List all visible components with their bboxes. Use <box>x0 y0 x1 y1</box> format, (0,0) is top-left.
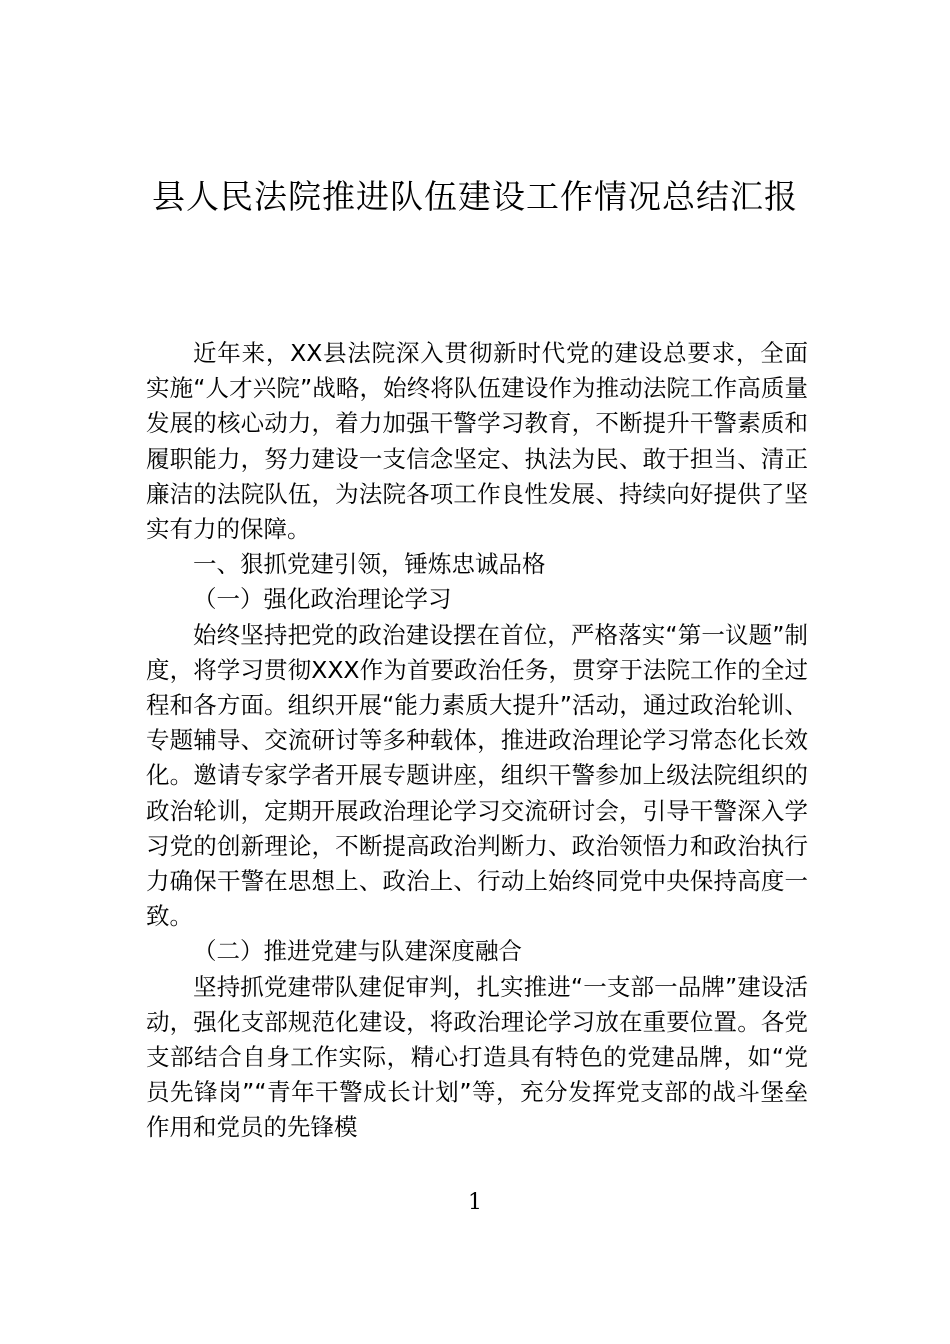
document-title: 县人民法院推进队伍建设工作情况总结汇报 <box>152 177 798 216</box>
section-heading-1: 一、狠抓党建引领，锤炼忠诚品格 <box>193 550 546 579</box>
intro-paragraph: 近年来，XX县法院深入贯彻新时代党的建设总要求，全面实施“人才兴院”战略，始终将队伍建设作为推动法院工作高质量发展的核心动力，着力加强干警学习教育，不断提升干警素质和履职能力，努力建设一支信念坚定、执法为民、敢于担当、清正廉洁的法院队伍，为法院各项工作良性发展、持续向好提供了坚实有力的保障。 <box>146 339 808 544</box>
page-number: 1 <box>468 1190 482 1215</box>
subsection-heading-2: （二）推进党建与队建深度融合 <box>193 937 522 966</box>
document-body <box>146 336 808 1146</box>
body-paragraph-2: 坚持抓党建带队建促审判，扎实推进“一支部一品牌”建设活动，强化支部规范化建设，将政治理论学习放在重要位置。各党支部结合自身工作实际，精心打造具有特色的党建品牌，如“党员先锋岗”“青年干警成长计划”等，充分发挥党支部的战斗堡垒作用和党员的先锋模 <box>146 972 808 1142</box>
subsection-heading-1: （一）强化政治理论学习 <box>193 585 452 614</box>
body-paragraph-1: 始终坚持把党的政治建设摆在首位，严格落实“第一议题”制度，将学习贯彻XXX作为首要政治任务，贯穿于法院工作的全过程和各方面。组织开展“能力素质大提升”活动，通过政治轮训、专题辅导、交流研讨等多种载体，推进政治理论学习常态化长效化。邀请专家学者开展专题讲座，组织干警参加上级法院组织的政治轮训，定期开展政治理论学习交流研讨会，引导干警深入学习党的创新理论，不断提高政治判断力、政治领悟力和政治执行力确保干警在思想上、政治上、行动上始终同党中央保持高度一致。 <box>146 620 808 931</box>
